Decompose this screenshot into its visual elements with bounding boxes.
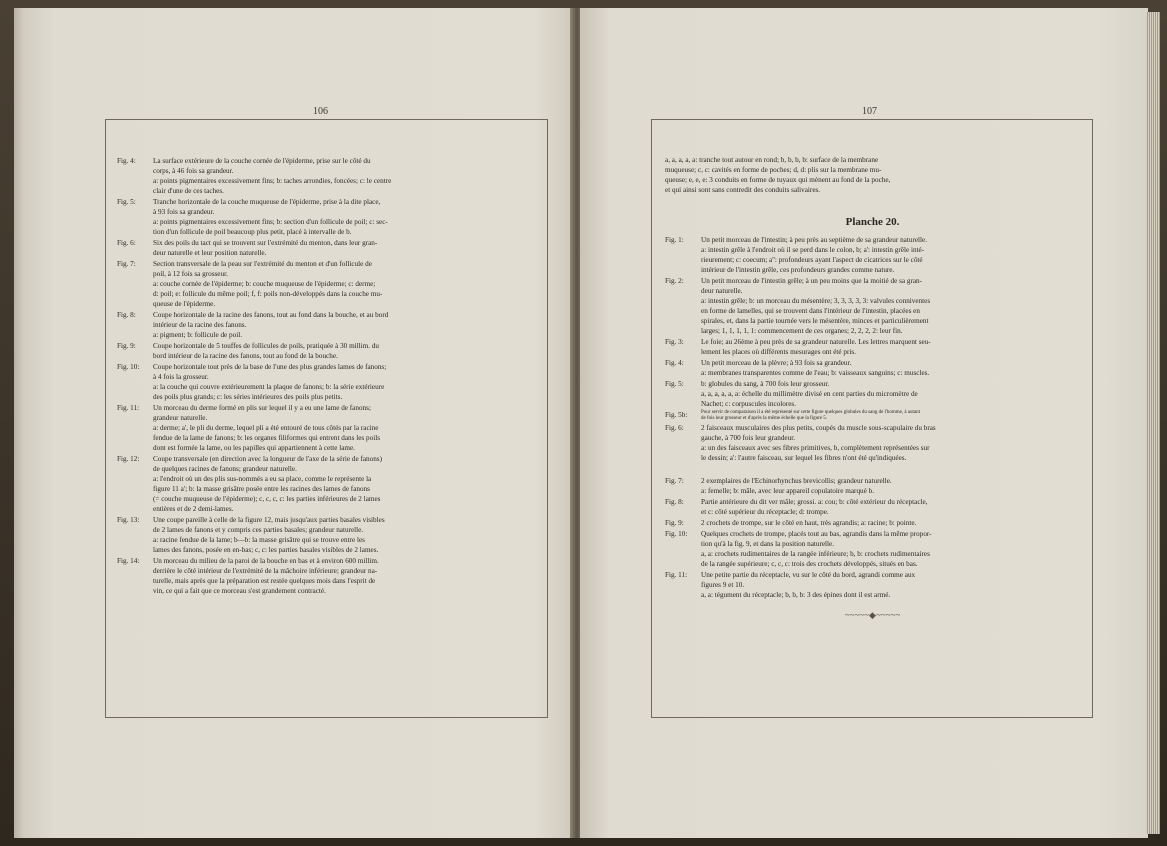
figure-caption-line: Coupe horizontale de 5 touffes de follicules de poils, pratiquée à 30 millim. du	[153, 342, 380, 350]
figure-caption-line: entières et de 2 demi-lames.	[153, 505, 234, 513]
figure-entry	[665, 497, 1080, 517]
plate-heading: Planche 20.	[845, 216, 900, 228]
figure-caption-line: Une coupe pareille à celle de la figure 12, mais jusqu'aux parties basales visibles	[153, 516, 385, 524]
figure-entry	[665, 423, 1080, 463]
figure-entry	[665, 410, 1080, 422]
left-page-body	[117, 156, 537, 597]
figure-caption-line: lement les places où différents mesurages ont été pris.	[701, 348, 856, 356]
figure-caption-line: a: intestin grêle à l'endroit où il se perd dans le colon, b; a': intestin grêle inté-	[701, 246, 925, 254]
figure-label: Fig. 9:	[117, 342, 136, 350]
figure-caption-line: (= couche muqueuse de l'épiderme); c, c, c, c: les parties inférieures de 2 lames	[153, 495, 381, 503]
figure-caption-line: Une petite partie du réceptacle, vu sur le côté du bord, agrandi comme aux	[701, 571, 916, 579]
figure-caption-line: larges; 1, 1, 1, 1, 1: commencement de ces organes; 2, 2, 2, 2: leur fin.	[701, 327, 903, 335]
figure-caption-line: Un petit morceau de l'intestin; à peu près au septième de sa grandeur naturelle.	[701, 236, 928, 244]
figure-caption-line: deur naturelle et leur position naturelle.	[153, 249, 267, 257]
figure-caption-line: Nachet; c: corpuscules incolores.	[701, 400, 796, 408]
figure-caption-line: a: points pigmentaires excessivement fins; b: section d'un follicule de poil; c: sec-	[153, 218, 388, 226]
figure-entry	[117, 403, 537, 453]
figure-label: Fig. 10:	[117, 363, 140, 371]
figure-entry	[117, 362, 537, 402]
figure-caption-line: a: pigment; b: follicule de poil.	[153, 331, 243, 339]
figure-caption-line: vin, ce qui a fait que ce morceau s'est grandement contracté.	[153, 587, 326, 595]
page-edges	[1146, 12, 1160, 834]
right-page-number: 107	[862, 106, 877, 117]
figure-caption-line: Coupe transversale (en direction avec la longueur de l'axe de la série de fanons)	[153, 455, 382, 463]
figure-label: Fig. 14:	[117, 557, 140, 565]
figure-caption-line: a, a, a, a, a, a: échelle du millimètre divisé en cent parties du micromètre de	[701, 390, 918, 398]
figure-caption-line: a: un des faisceaux avec ses fibres primitives, b, complètement représentées sur	[701, 444, 930, 452]
figure-caption-line: d: poil; e: follicule du même poil; f, f: poils non-développés dans la couche mu-	[153, 290, 383, 298]
figure-caption-line: figure 11 a'; b: la masse grisâtre posée entre les racines des lames de fanons	[153, 485, 370, 493]
figure-label: Fig. 5:	[665, 380, 684, 388]
figure-entry	[117, 259, 537, 309]
figure-caption-line: Tranche horizontale de la couche muqueuse de l'épiderme, prise à la dite place,	[153, 198, 381, 206]
figure-caption-line: de la rangée supérieure; c, c, c: trois des crochets développés, situés en bas.	[701, 560, 918, 568]
figure-entry	[117, 515, 537, 555]
figure-label: Fig. 6:	[117, 239, 136, 247]
figure-caption-line: poil, à 12 fois sa grosseur.	[153, 270, 228, 278]
figure-caption-line: a: couche cornée de l'épiderme; b: couche muqueuse de l'épiderme; c: derme;	[153, 280, 376, 288]
figure-entry	[117, 341, 537, 361]
figure-caption-line: bord intérieur de la racine des fanons, tout au fond de la bouche.	[153, 352, 338, 360]
figure-caption-line: Six des poils du tact qui se trouvent sur l'extrémité du menton, dans leur gran-	[153, 239, 378, 247]
figure-caption-line: Pour servir de comparaison il a été représenté sur cette figure quelques globules du sang de l'homme, à autant	[701, 410, 921, 415]
intro-line: et qui ainsi sont sans contredit des conduits salivaires.	[665, 186, 821, 194]
figure-caption-line: en forme de lamelles, qui se trouvent dans l'intérieur de l'intestin, placées en	[701, 307, 920, 315]
figure-caption-line: figures 9 et 10.	[701, 581, 745, 589]
figure-entry	[665, 235, 1080, 275]
figure-caption-line: Un morceau du derme formé en plis sur lequel il y a eu une lame de fanons;	[153, 404, 371, 412]
figure-label: Fig. 3:	[665, 338, 684, 346]
figure-label: Fig. 6:	[665, 424, 684, 432]
figure-label: Fig. 11:	[665, 571, 688, 579]
figure-caption-line: tion d'un follicule de poil beaucoup plus petit, placé à intervalle de b.	[153, 228, 352, 236]
figure-entry	[665, 379, 1080, 409]
figure-caption-line: fendue de la lame de fanons; b: les organes filiformes qui entrent dans les poils	[153, 434, 381, 442]
figure-caption-line: a: derme; a', le pli du derme, lequel pli a été entouré de tous côtés par la racine	[153, 424, 379, 432]
figure-caption-line: lames des fanons, posée en en-bas; c, c: les parties basales visibles de 2 lames.	[153, 546, 379, 554]
figure-caption-line: spirales, et, dans la partie tournée vers le mésentère, minces et particulièrement	[701, 317, 929, 325]
figure-entry	[665, 570, 1080, 600]
figure-entry	[117, 454, 537, 514]
figure-entry	[665, 358, 1080, 378]
figure-label: Fig. 7:	[117, 260, 136, 268]
figure-label: Fig. 12:	[117, 455, 140, 463]
figure-entry	[117, 238, 537, 258]
figure-caption-line: Coupe horizontale tout près de la base de l'une des plus grandes lames de fanons;	[153, 363, 387, 371]
figure-entry	[117, 197, 537, 237]
figure-entry	[117, 156, 537, 196]
figure-caption-line: le dessin; a': l'autre faisceau, sur lequel les fibres n'ont été qu'indiquées.	[701, 454, 907, 462]
figure-caption-line: Quelques crochets de trompe, placés tout au bas, agrandis dans la même propor-	[701, 530, 932, 538]
intro-line: queuse; e, e, e: 3 conduits en forme de tuyaux qui mènent au fond de la poche,	[665, 176, 891, 184]
figure-label: Fig. 5b:	[665, 411, 688, 419]
figure-caption-line: b: globules du sang, à 700 fois leur grosseur.	[701, 380, 830, 388]
end-ornament: ~~~~~◆~~~~~	[844, 610, 901, 620]
figure-label: Fig. 13:	[117, 516, 140, 524]
figure-caption-line: deur naturelle.	[701, 287, 743, 295]
figure-caption-line: a: la couche qui couvre extérieurement la plaque de fanons; b: la série extérieure	[153, 383, 385, 391]
figure-entry	[665, 476, 1080, 496]
figure-label: Fig. 11:	[117, 404, 140, 412]
figure-caption-line: à 93 fois sa grandeur.	[153, 208, 215, 216]
figure-caption-line: derrière le côté intérieur de l'extrémité de la mâchoire inférieure; grandeur na-	[153, 567, 378, 575]
figure-caption-line: a, a: crochets rudimentaires de la rangée inférieure; b, b: crochets rudimentaires	[701, 550, 930, 558]
figure-caption-line: Un morceau du milieu de la paroi de la bouche en bas et à environ 600 millim.	[153, 557, 379, 565]
figure-label: Fig. 10:	[665, 530, 688, 538]
figure-caption-line: et c: côté supérieur du réceptacle; d: trompe.	[701, 508, 829, 516]
figure-caption-line: grandeur naturelle.	[153, 414, 208, 422]
figure-caption-line: queuse de l'épiderme.	[153, 300, 216, 308]
figure-caption-line: Section transversale de la peau sur l'extrémité du menton et d'un follicule de	[153, 260, 372, 268]
figure-caption-line: turelle, mais après que la préparation est restée quelques mois dans l'esprit de	[153, 577, 376, 585]
right-entries	[665, 235, 1080, 600]
figure-caption-line: intérieur de la racine des fanons.	[153, 321, 247, 329]
figure-entry	[665, 337, 1080, 357]
figure-caption-line: dont est formée la lame, ou les papilles qui appartiennent à cette lame.	[153, 444, 355, 452]
figure-caption-line: à 4 fois la grosseur.	[153, 373, 209, 381]
figure-entry	[117, 556, 537, 596]
figure-label: Fig. 9:	[665, 519, 684, 527]
figure-label: Fig. 8:	[665, 498, 684, 506]
figure-label: Fig. 5:	[117, 198, 136, 206]
figure-caption-line: corps, à 46 fois sa grandeur.	[153, 167, 234, 175]
figure-entry	[665, 518, 1080, 528]
figure-caption-line: a: femelle; b: mâle, avec leur appareil copulatoire marqué b.	[701, 487, 875, 495]
figure-caption-line: 2 exemplaires de l'Echinorhynchus brevicollis; grandeur naturelle.	[701, 477, 892, 485]
figure-label: Fig. 2:	[665, 277, 684, 285]
figure-caption-line: a: intestin grêle; b: un morceau du mésentère; 3, 3, 3, 3, 3: valvules conniventes	[701, 297, 931, 305]
figure-caption-line: intérieur de l'intestin grêle, ces profondeurs grandes comme nature.	[701, 266, 895, 274]
figure-caption-line: des poils plus grands; c: les séries intérieures des poils plus petits.	[153, 393, 343, 401]
figure-caption-line: a: l'endroit où un des plis sus-nommés a eu sa place, comme le représente la	[153, 475, 372, 483]
figure-caption-line: Coupe horizontale de la racine des fanons, tout au fond dans la bouche, et au bord	[153, 311, 389, 319]
figure-entry	[665, 529, 1080, 569]
figure-label: Fig. 4:	[665, 359, 684, 367]
right-page-body	[665, 155, 1080, 620]
figure-caption-line: de quelques racines de fanons; grandeur naturelle.	[153, 465, 297, 473]
figure-label: Fig. 4:	[117, 157, 136, 165]
figure-entry	[665, 276, 1080, 336]
figure-label: Fig. 7:	[665, 477, 684, 485]
figure-caption-line: clair d'une de ces taches.	[153, 187, 224, 195]
figure-caption-line: Le foie; au 26ème à peu près de sa grandeur naturelle. Les lettres marquent seu-	[701, 338, 931, 346]
figure-caption-line: a: racine fendue de la lame; b—b: la masse grisâtre qui se trouve entre les	[153, 536, 365, 544]
right-intro-paragraph	[665, 155, 1080, 195]
figure-caption-line: Partie antérieure du dit ver mâle; grossi. a: cou; b: côté extérieur du réceptacle,	[701, 498, 928, 506]
figure-caption-line: a: points pigmentaires excessivement fins; b: taches arrondies, foncées; c: le centre	[153, 177, 392, 185]
figure-entry	[117, 310, 537, 340]
intro-line: a, a, a, a, a: tranche tout autour en rond; b, b, b, b: surface de la membrane	[665, 156, 879, 164]
figure-caption-line: de fois leur grosseur et d'après la même échelle que la figure 5.	[701, 416, 827, 421]
figure-caption-line: a: membranes transparentes comme de l'eau; b: vaisseaux sanguins; c: muscles.	[701, 369, 930, 377]
figure-caption-line: Un petit morceau de la plèvre; à 93 fois sa grandeur.	[701, 359, 852, 367]
left-page-number: 106	[313, 106, 328, 117]
figure-caption-line: 2 faisceaux musculaires des plus petits, coupés du muscle sous-scapulaire du bras	[701, 424, 936, 432]
figure-caption-line: gauche, à 700 fois leur grandeur.	[701, 434, 796, 442]
figure-caption-line: La surface extérieure de la couche cornée de l'épiderme, prise sur le côté du	[153, 157, 371, 165]
figure-caption-line: de 2 lames de fanons et y compris ces parties basales; grandeur naturelle.	[153, 526, 364, 534]
figure-caption-line: 2 crochets de trompe, sur le côté en haut, très agrandis; a: racine; b: pointe.	[701, 519, 917, 527]
figure-label: Fig. 1:	[665, 236, 684, 244]
intro-line: muqueuse; c, c: cavités en forme de poches; d, d: plis sur la membrane mu-	[665, 166, 882, 174]
figure-caption-line: rieurement; c: coecum; a'': profondeurs ayant l'aspect de cicatrices sur le côté	[701, 256, 923, 264]
figure-caption-line: tion qu'à la fig. 9, et dans la position naturelle.	[701, 540, 835, 548]
figure-label: Fig. 8:	[117, 311, 136, 319]
figure-caption-line: a, a: tégument du réceptacle; b, b, b: 3 des épines dont il est armé.	[701, 591, 891, 599]
figure-caption-line: Un petit morceau de l'intestin grêle; à un peu moins que la moitié de sa gran-	[701, 277, 923, 285]
